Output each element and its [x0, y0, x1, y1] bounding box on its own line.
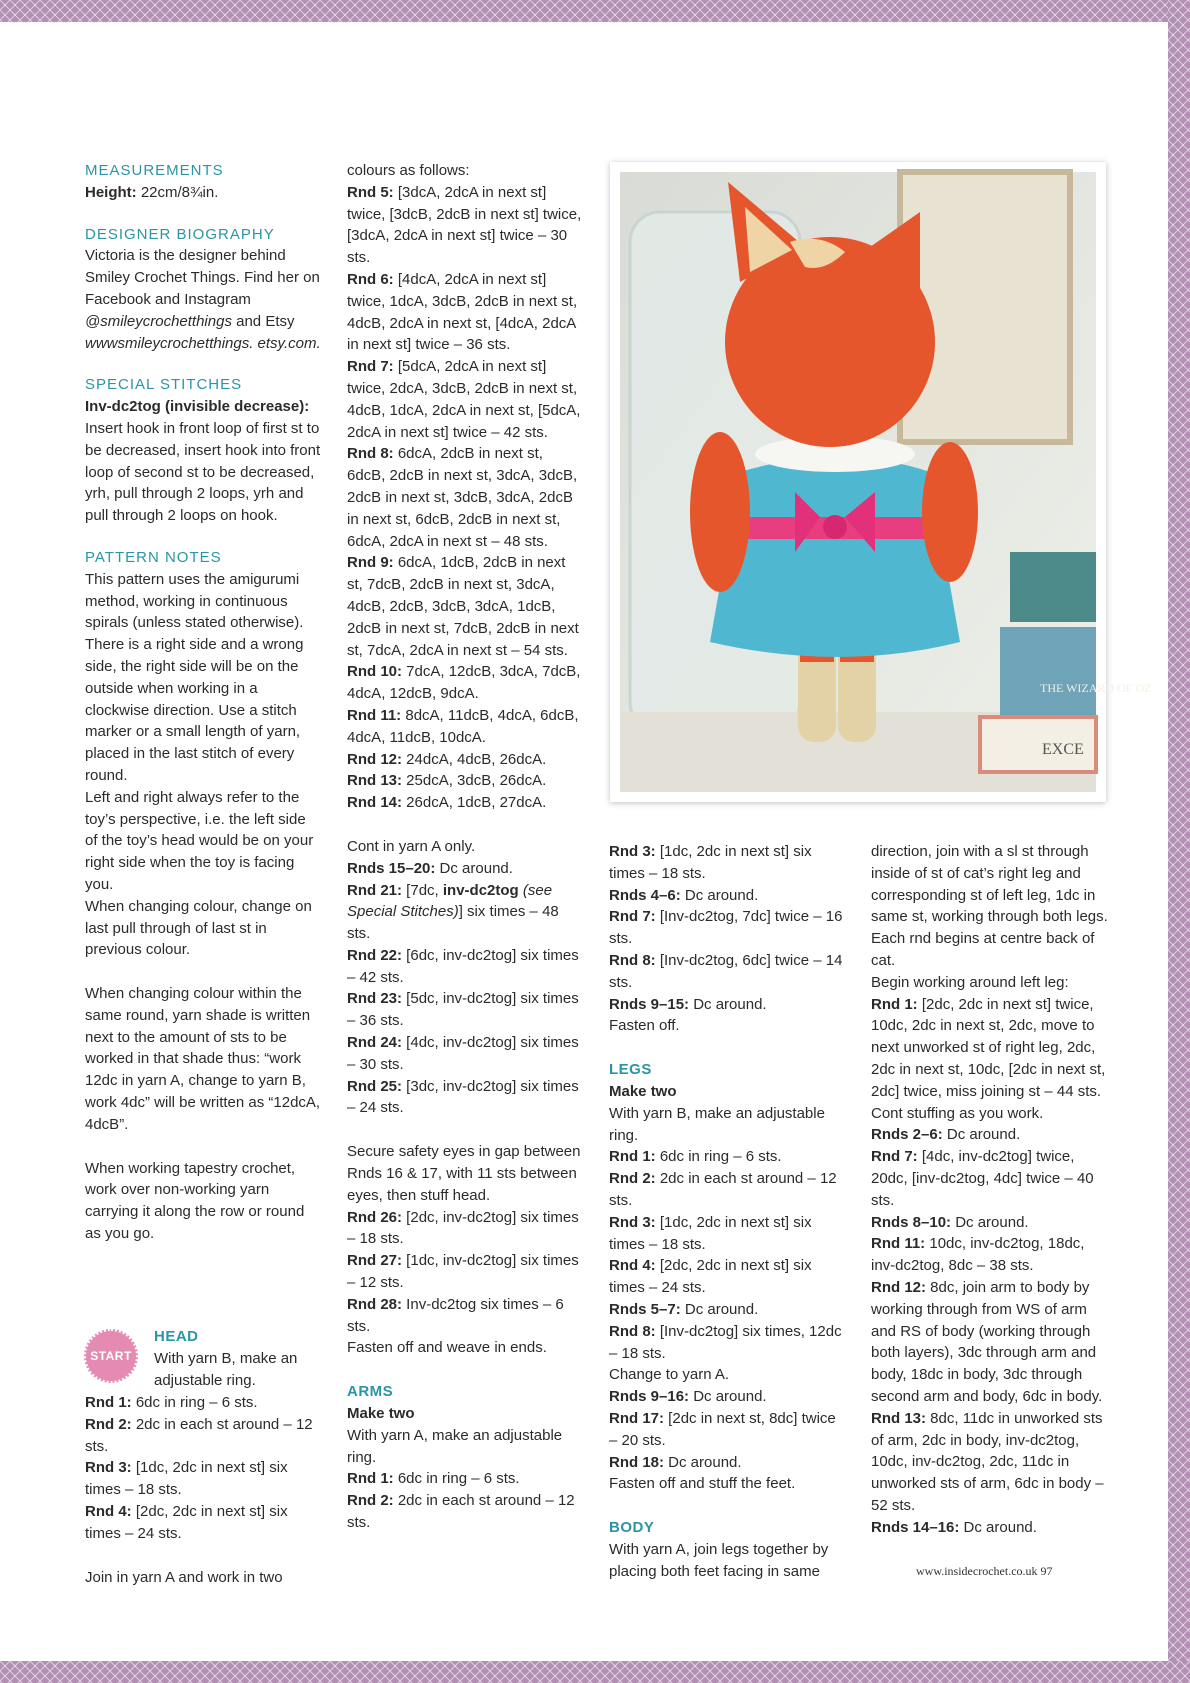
- round-line: Rnd 2: 2dc in each st around – 12 sts.: [85, 1415, 313, 1455]
- round-line: Rnd 12: 24dcA, 4dcB, 26dcA.: [347, 750, 547, 768]
- round-line: Rnd 12: 8dc, join arm to body by working through from WS of arm and RS of body (working through both layers), 3dc through arm and body, 18dc in body, 3dc through second arm and body, 6dc in body.: [871, 1278, 1103, 1405]
- arms-make: Make two: [347, 1405, 415, 1423]
- bottom-border: [0, 1661, 1190, 1683]
- top-border: [0, 0, 1190, 22]
- round-line: Rnds 15–20: Dc around.: [347, 859, 513, 877]
- notes-paragraph: When working tapestry crochet, work over non-working yarn carrying it along the row or round as you go.: [85, 1159, 305, 1243]
- round-line: Rnd 4: [2dc, 2dc in next st] six times – 24 sts.: [85, 1502, 288, 1542]
- round-line: Rnd 7: [4dc, inv-dc2tog] twice, 20dc, [inv-dc2tog, 4dc] twice – 40 sts.: [871, 1148, 1094, 1209]
- round-line: Rnd 7: [5dcA, 2dcA in next st] twice, 2dcA, 3dcB, 2dcB in next st, 4dcB, 1dcA, 2dcA in next st, [5dcA, 2dcA in next st] twice – 42 sts.: [347, 358, 581, 441]
- measurements-heading: MEASUREMENTS: [85, 162, 224, 179]
- round-line: Rnd 22: [6dc, inv-dc2tog] six times – 42 sts.: [347, 946, 579, 986]
- column-3: [609, 841, 847, 1583]
- legs-fasten: Fasten off and stuff the feet.: [609, 1475, 796, 1493]
- round-line: Rnds 2–6: Dc around.: [871, 1126, 1021, 1144]
- height-line: Height: 22cm/8¾in.: [85, 183, 219, 201]
- change-text: Change to yarn A.: [609, 1366, 730, 1384]
- round-line: Rnd 11: 10dc, inv-dc2tog, 18dc, inv-dc2tog, 8dc – 38 sts.: [871, 1235, 1085, 1275]
- legs-intro: With yarn B, make an adjustable ring.: [609, 1104, 825, 1144]
- round-line: Rnds 8–10: Dc around.: [871, 1213, 1029, 1231]
- head-rounds: [85, 1392, 321, 1588]
- round-line: Rnd 3: [1dc, 2dc in next st] six times – 18 sts.: [85, 1459, 288, 1499]
- begin-text: Begin working around left leg:: [871, 973, 1069, 991]
- round-line: Rnds 14–16: Dc around.: [871, 1518, 1037, 1536]
- body-direction: direction, join with a sl st through inside of st of cat’s right leg and corresponding st of left leg, 1dc in same st, working through both legs. Each rnd begins at centre back of cat.: [871, 843, 1108, 969]
- special-stitches-section: [85, 374, 321, 527]
- round-line: Rnd 24: [4dc, inv-dc2tog] six times – 30 sts.: [347, 1034, 579, 1073]
- round-line: Rnds 9–15: Dc around.: [609, 995, 767, 1013]
- body-intro: With yarn A, join legs together by placing both feet facing in same: [609, 1540, 829, 1580]
- round-line: Rnd 11: 8dcA, 11dcB, 4dcA, 6dcB, 4dcA, 11dcB, 10dcA.: [347, 706, 579, 746]
- pattern-notes-section: [85, 547, 321, 1245]
- page-number: 97: [1040, 1564, 1053, 1578]
- round-line: Rnds 4–6: Dc around.: [609, 886, 759, 904]
- body-heading: BODY: [609, 1519, 655, 1537]
- measurements-section: [85, 160, 321, 204]
- round-line: Rnd 28: Inv-dc2tog six times – 6 sts.: [347, 1295, 564, 1335]
- eyes-text: Secure safety eyes in gap between Rnds 16 & 17, with 11 sts between eyes, then stuff head.: [347, 1143, 581, 1204]
- book-spine-text: THE WIZARD OF OZ: [1040, 681, 1152, 695]
- round-line: Rnd 4: [2dc, 2dc in next st] six times – 24 sts.: [609, 1257, 812, 1297]
- round-line: Rnd 3: [1dc, 2dc in next st] six times – 18 sts.: [609, 1213, 812, 1253]
- amigurumi-cat-photo: [620, 172, 1152, 792]
- round-line: Rnd 6: [4dcA, 2dcA in next st] twice, 1dcA, 3dcB, 2dcB in next st, 4dcB, 2dcA in next st, [4dcA, 2dcA in next st] twice – 36 sts.: [347, 270, 578, 354]
- head-intro-block: [154, 1326, 324, 1391]
- round-line: Rnd 10: 7dcA, 12dcB, 3dcA, 7dcB, 4dcA, 12dcB, 9dcA.: [347, 663, 581, 703]
- colours-intro: colours as follows:: [347, 162, 470, 179]
- round-line: Rnd 8: [Inv-dc2tog] six times, 12dc – 18 sts.: [609, 1322, 842, 1362]
- round-line: Rnds 5–7: Dc around.: [609, 1300, 759, 1318]
- round-line: Rnd 9: 6dcA, 1dcB, 2dcB in next st, 7dcB, 2dcB in next st, 3dcA, 4dcB, 2dcB, 3dcB, 3dcA, 1dcB, 2dcB in next st, 7dcB, 2dcB in next st, 7dcA, 2dcA in next st – 54 sts.: [347, 554, 579, 659]
- head-heading: HEAD: [154, 1328, 199, 1345]
- pattern-notes-heading: PATTERN NOTES: [85, 548, 222, 566]
- designer-heading: DESIGNER BIOGRAPHY: [85, 225, 275, 243]
- head-intro: With yarn B, make an adjustable ring.: [154, 1349, 298, 1389]
- round-line: Rnd 8: 6dcA, 2dcB in next st, 6dcB, 2dcB in next st, 3dcA, 3dcB, 2dcB in next st, 3dcB, 3dcA, 2dcB in next st, 6dcB, 2dcB in next st, 6dcA, 2dcA in next st – 48 sts.: [347, 445, 578, 550]
- arms-heading: ARMS: [347, 1383, 394, 1401]
- start-badge: START: [84, 1329, 138, 1383]
- round-line: Rnd 14: 26dcA, 1dcB, 27dcA.: [347, 794, 547, 812]
- notes-paragraph: Left and right always refer to the toy’s perspective, i.e. the left side of the toy’s head would be on your right side when the toy is facing you.: [85, 788, 314, 893]
- round-line: Rnd 1: 6dc in ring – 6 sts.: [85, 1394, 258, 1411]
- fasten-text: Fasten off.: [609, 1017, 680, 1035]
- column-2: [347, 160, 585, 1534]
- round-line: Rnd 1: [2dc, 2dc in next st] twice, 10dc, 2dc in next st, 2dc, move to next unworked st of right leg, 2dc, 2dc in next st, 10dc, [2dc in next st, 2dc] twice, miss joining st – 44 sts.: [871, 995, 1106, 1100]
- round-line: Rnds 9–16: Dc around.: [609, 1388, 767, 1406]
- join-text: Join in yarn A and work in two: [85, 1568, 283, 1586]
- stuff-text: Cont stuffing as you work.: [871, 1104, 1044, 1122]
- arms-intro: With yarn A, make an adjustable ring.: [347, 1426, 563, 1466]
- round-line: Rnd 13: 8dc, 11dc in unworked sts of arm, 2dc in body, inv-dc2tog, 10dc, inv-dc2tog, 2dc, 11dc in unworked sts of arm, 6dc in body – 52 sts.: [871, 1409, 1104, 1514]
- round-line: Rnd 7: [Inv-dc2tog, 7dc] twice – 16 sts.: [609, 908, 843, 948]
- round-line: Rnd 25: [3dc, inv-dc2tog] six times – 24 sts.: [347, 1077, 579, 1117]
- round-line: Rnd 1: 6dc in ring – 6 sts.: [347, 1470, 520, 1488]
- page-footer: [916, 1564, 1053, 1579]
- round-line: Rnd 26: [2dc, inv-dc2tog] six times – 18 sts.: [347, 1208, 579, 1248]
- round-line: Rnd 3: [1dc, 2dc in next st] six times – 18 sts.: [609, 843, 812, 882]
- legs-make: Make two: [609, 1082, 677, 1100]
- legs-heading: LEGS: [609, 1061, 652, 1079]
- round-line: Rnd 2: 2dc in each st around – 12 sts.: [347, 1492, 575, 1532]
- column-1: [85, 160, 321, 1245]
- book-label-text: EXCE: [1042, 741, 1084, 758]
- fasten-text: Fasten off and weave in ends.: [347, 1339, 547, 1357]
- round-line: Rnd 18: Dc around.: [609, 1453, 742, 1471]
- notes-paragraph: When changing colour, change on last pull through of last st in previous colour.: [85, 897, 312, 959]
- round-line: Rnd 2: 2dc in each st around – 12 sts.: [609, 1170, 837, 1209]
- round-line: Rnd 5: [3dcA, 2dcA in next st] twice, [3dcB, 2dcB in next st] twice, [3dcA, 2dcA in next st] twice – 30 sts.: [347, 183, 582, 267]
- footer-url[interactable]: www.insidecrochet.co.uk: [916, 1564, 1038, 1578]
- round-line: Rnd 13: 25dcA, 3dcB, 26dcA.: [347, 772, 547, 790]
- notes-paragraph: When changing colour within the same round, yarn shade is written next to the amount of sts to be worked in that shade thus: “work 12dc in yarn A, change to yarn B, work 4dc” will be written as “12dcA, 4dcB”.: [85, 985, 321, 1133]
- round-line: Rnd 17: [2dc in next st, 8dc] twice – 20 sts.: [609, 1409, 836, 1449]
- round-line: Rnd 23: [5dc, inv-dc2tog] six times – 36 sts.: [347, 990, 579, 1030]
- special-stitch-text: Inv-dc2tog (invisible decrease): Insert hook in front loop of first st to be decreased, insert hook into front loop of second st to be decreased, yrh, pull through 2 loops, yrh and pull through 2 loops on hook.: [85, 398, 321, 525]
- toy-photo: [610, 162, 1152, 802]
- cont-text: Cont in yarn A only.: [347, 837, 476, 855]
- designer-section: [85, 224, 321, 355]
- designer-text: Victoria is the designer behind Smiley Crochet Things. Find her on Facebook and Instagram @smileycrochetthings and Etsy wwwsmileycrochetthings. etsy.com.: [85, 247, 321, 352]
- round-line: Rnd 21: [7dc, inv-dc2tog (see Special Stitches)] six times – 48 sts.: [347, 881, 559, 943]
- right-border: [1168, 0, 1190, 1683]
- round-line: Rnd 8: [Inv-dc2tog, 6dc] twice – 14 sts.: [609, 951, 843, 991]
- round-line: Rnd 27: [1dc, inv-dc2tog] six times – 12 sts.: [347, 1252, 579, 1292]
- round-line: Rnd 1: 6dc in ring – 6 sts.: [609, 1148, 782, 1166]
- special-stitches-heading: SPECIAL STITCHES: [85, 376, 243, 394]
- column-4: [871, 841, 1109, 1539]
- notes-paragraph: This pattern uses the amigurumi method, working in continuous spirals (unless stated otherwise). There is a right side and a wrong side, the right side will be on the outside when working in a clockwise direction. Use a stitch marker or a small length of yarn, placed in the last stitch of every round.: [85, 570, 304, 784]
